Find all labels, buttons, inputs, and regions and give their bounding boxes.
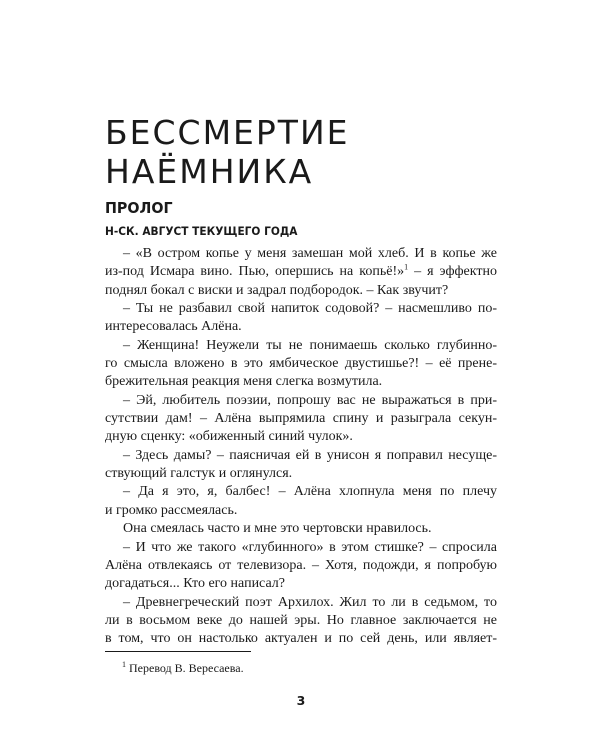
footnote: [122, 661, 244, 676]
text-line: – Женщина! Неужели ты не понимаешь сколько глубинно-: [123, 337, 497, 353]
paragraph-3: [105, 337, 497, 392]
text-line: ли в восьмом веке до нашей эры. Но главное заключается не: [105, 612, 497, 628]
text-line: Алёна отвлекаясь от телевизора. – Хотя, подожди, я попробую: [105, 557, 497, 573]
chapter-title-line-1: БЕССМЕРТИЕ: [105, 113, 350, 152]
footnote-marker: 1: [122, 660, 126, 669]
text-line: – Да я это, я, балбес! – Алёна хлопнула меня по плечу: [123, 484, 497, 500]
text-line: ствующий галстук и оглянулся.: [105, 466, 293, 482]
text-line: догадаться... Кто его написал?: [105, 576, 285, 592]
paragraph-4: [105, 392, 497, 447]
body-text: [105, 245, 497, 649]
text-line: – Ты не разбавил свой напиток содовой? – насмешливо по-: [123, 301, 497, 317]
chapter-title-line-2: НАЁМНИКА: [105, 152, 314, 191]
footnote-text: Перевод В. Вересаева.: [129, 661, 244, 675]
text-line: и громко рассмеялась.: [105, 502, 238, 518]
paragraph-2: [105, 300, 497, 337]
section-heading: ПРОЛОГ: [105, 199, 173, 217]
paragraph-5: [105, 447, 497, 484]
text-line: – Древнегреческий поэт Архилох. Жил то ли в седьмом, то: [123, 594, 497, 610]
footnote-divider: [105, 651, 251, 652]
text-line: из-под Исмара вино. Пью, опершись на копьё!»$^1$ – я эффектно: [105, 262, 497, 280]
paragraph-8: [105, 539, 497, 594]
text-line: поднял бокал с виски и задрал подбородок. – Как звучит?: [105, 282, 449, 298]
text-line: – «В остром копье у меня замешан мой хлеб. И в копье же: [123, 246, 497, 261]
text-line: дную сценку: «обиженный синий чулок».: [105, 429, 353, 445]
text-line: интересовалась Алёна.: [105, 319, 242, 335]
text-line: – Здесь дамы? – паясничая ей в унисон я поправил несуще-: [123, 447, 497, 463]
paragraph-1: [105, 245, 497, 300]
text-line: в том, что он настолько актуален и по сей день, или являет-: [105, 631, 497, 647]
text-line: брежительная реакция меня слегка возмутила.: [105, 374, 383, 390]
chapter-title: [105, 113, 545, 191]
footnote-ref: 1: [404, 262, 409, 272]
paragraph-9: [105, 594, 497, 649]
subsection-heading: Н-СК. АВГУСТ ТЕКУЩЕГО ГОДА: [105, 224, 298, 238]
page-number: 3: [296, 693, 306, 708]
text-line: – И что же такого «глубинного» в этом стишке? – спросила: [123, 539, 497, 555]
text-line: Она смеялась часто и мне это чертовски нравилось.: [123, 521, 432, 537]
paragraph-7: [105, 520, 497, 538]
text-line: го смысла вложено в это ямбическое двустишье?! – её пренe-: [105, 356, 497, 372]
paragraph-6: [105, 483, 497, 520]
text-line: сутствии дам! – Алёна выпрямила спину и разыграла секун-: [105, 411, 497, 427]
text-line: – Эй, любитель поэзии, попрошу вас не выражаться в при-: [123, 392, 497, 408]
